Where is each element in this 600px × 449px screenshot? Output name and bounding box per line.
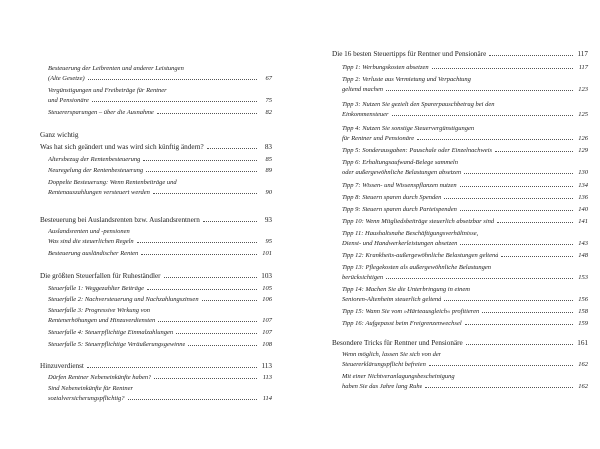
toc-page-number: 90 bbox=[265, 189, 272, 196]
toc-entry-text: Tipp 12: Krankheits-außergewöhnliche Belastungen geltend bbox=[342, 252, 499, 259]
toc-page-number: 117 bbox=[577, 50, 588, 58]
toc-entry-text: Doppelte Besteuerung: Wenn Rentenbeiträge und bbox=[48, 179, 177, 186]
toc-entry bbox=[40, 361, 272, 371]
toc-page-number: 101 bbox=[262, 250, 272, 257]
toc-entry-text: Neuregelung der Rentenbesteuerung bbox=[48, 167, 144, 174]
toc-entry-text: für Rentner und Pensionäre bbox=[342, 135, 415, 142]
toc-leader-dots bbox=[153, 193, 257, 194]
toc-entry-text: Tipp 13: Pflegekosten als außergewöhnliche Belastungen bbox=[342, 264, 492, 271]
toc-entry bbox=[48, 166, 272, 176]
toc-page-right bbox=[300, 0, 600, 449]
toc-entry bbox=[48, 64, 272, 84]
toc-entry bbox=[342, 181, 588, 191]
toc-entry bbox=[342, 285, 588, 305]
toc-leader-dots bbox=[157, 113, 257, 114]
toc-entry bbox=[48, 249, 272, 259]
toc-leader-dots bbox=[386, 90, 573, 91]
toc-entry bbox=[342, 372, 588, 392]
toc-entry bbox=[342, 100, 588, 120]
toc-leader-dots bbox=[465, 324, 573, 325]
toc-leader-dots bbox=[92, 101, 257, 102]
toc-entry-text: Was hat sich geändert und was wird sich künftig ändern? bbox=[40, 143, 204, 151]
toc-page-number: 126 bbox=[578, 135, 588, 142]
toc-page-number: 156 bbox=[578, 296, 588, 303]
toc-entry bbox=[342, 251, 588, 261]
toc-page-number: 141 bbox=[578, 218, 588, 225]
toc-entry bbox=[48, 284, 272, 294]
toc-entry-text: Sind Nebeneinkünfte für Rentner bbox=[48, 385, 134, 392]
toc-page-number: 143 bbox=[578, 240, 588, 247]
toc-page-number: 113 bbox=[261, 362, 272, 370]
toc-entry-text: berücksichtigen bbox=[342, 274, 384, 281]
toc-entry-text: Rentenerhöhungen und Hinzuverdiensten bbox=[48, 317, 156, 324]
toc-entry-text: Wenn möglich, lassen Sie sich von der bbox=[342, 351, 442, 358]
toc-entry bbox=[48, 227, 272, 247]
toc-page-number: 85 bbox=[265, 156, 272, 163]
toc-entry-text: Tipp 3: Nutzen Sie gezielt den Sparerpauschbetrag bei den bbox=[342, 101, 495, 108]
toc-entry bbox=[342, 124, 588, 144]
toc-entry-text: Tipp 2: Verluste aus Vermietung und Verpachtung bbox=[342, 76, 471, 83]
toc-entry-text: Steuerfalle 2: Nachversteuerung und Nachzahlungszinsen bbox=[48, 296, 199, 303]
toc-page-number: 159 bbox=[578, 320, 588, 327]
toc-entry bbox=[48, 178, 272, 198]
toc-entry-text: Die größten Steuerfallen für Ruheständler bbox=[40, 272, 161, 280]
toc-entry-text: Rentenauszahlungen versteuert werden bbox=[48, 189, 150, 196]
toc-entry-text: Steuerersparungen – über die Ausnahme bbox=[48, 109, 154, 116]
toc-leader-dots bbox=[128, 399, 257, 400]
toc-entry-text: Besteuerung ausländischer Renten bbox=[48, 250, 139, 257]
toc-page-number: 140 bbox=[578, 206, 588, 213]
toc-page-number: 125 bbox=[578, 111, 588, 118]
toc-entry-text: Hinzuverdienst bbox=[40, 362, 84, 370]
toc-leader-dots bbox=[188, 345, 257, 346]
toc-entry-text: Senioren-Altenheim steuerlich geltend bbox=[342, 296, 442, 303]
toc-entry bbox=[332, 49, 588, 59]
toc-entry bbox=[48, 384, 272, 404]
toc-entry-text: Tipp 7: Wissen- und Wissenspflanzen nutzen bbox=[342, 182, 457, 189]
toc-page-number: 123 bbox=[578, 86, 588, 93]
toc-leader-dots bbox=[87, 367, 257, 368]
toc-page-number: 67 bbox=[265, 75, 272, 82]
toc-entry-text: Ganz wichtig bbox=[40, 131, 79, 139]
toc-leader-dots bbox=[425, 387, 573, 388]
toc-entry-text: Tipp 15: Wann Sie vom »Härteausgleich« profitieren bbox=[342, 308, 480, 315]
toc-entry-text: Tipp 8: Steuern sparen durch Spenden bbox=[342, 194, 442, 201]
toc-leader-dots bbox=[417, 139, 573, 140]
toc-page-number: 153 bbox=[578, 274, 588, 281]
toc-entry bbox=[342, 263, 588, 283]
toc-leader-dots bbox=[158, 321, 257, 322]
toc-page-number: 89 bbox=[265, 167, 272, 174]
toc-entry-text: Steuerfalle 3: Progressive Wirkung von bbox=[48, 307, 151, 314]
toc-leader-dots bbox=[497, 222, 573, 223]
toc-page-number: 130 bbox=[578, 169, 588, 176]
toc-entry-text: Steuerfalle 4: Steuerpflichtige Einmalzahlungen bbox=[48, 329, 174, 336]
toc-leader-dots bbox=[386, 278, 573, 279]
toc-entry-text: oder außergewöhnliche Belastungen absetzen bbox=[342, 169, 462, 176]
toc-entry-text: Was sind die steuerlichen Regeln bbox=[48, 238, 134, 245]
toc-page-number: 105 bbox=[262, 285, 272, 292]
toc-entry bbox=[48, 306, 272, 326]
toc-entry bbox=[342, 307, 588, 317]
toc-leader-dots bbox=[176, 333, 257, 334]
toc-entry bbox=[48, 295, 272, 305]
toc-leader-dots bbox=[203, 221, 257, 222]
toc-leader-dots bbox=[143, 160, 257, 161]
toc-page-number: 82 bbox=[265, 109, 272, 116]
toc-entry bbox=[40, 215, 272, 225]
toc-leader-dots bbox=[495, 151, 573, 152]
toc-page-number: 83 bbox=[264, 143, 272, 151]
toc-entry-text: Tipp 1: Werbungskosten absetzen bbox=[342, 64, 429, 71]
toc-leader-dots bbox=[88, 79, 257, 80]
toc-entry-text: Dürfen Rentner Nebeneinkünfte haben? bbox=[48, 374, 152, 381]
toc-page-number: 107 bbox=[262, 329, 272, 336]
toc-entry-text: Die 16 besten Steuertipps für Rentner und Pensionäre bbox=[332, 50, 487, 58]
toc-page-number: 117 bbox=[578, 64, 588, 71]
toc-entry bbox=[342, 75, 588, 95]
toc-leader-dots bbox=[460, 210, 573, 211]
toc-entry-text: Steuerfalle 5: Steuerpflichtige Veräußerungsgewinne bbox=[48, 341, 186, 348]
toc-leader-dots bbox=[141, 254, 257, 255]
toc-entry-text: Einkommensteuer bbox=[342, 111, 389, 118]
toc-entry bbox=[48, 108, 272, 118]
toc-entry bbox=[332, 338, 588, 348]
toc-entry-text: Tipp 6: Erhaltungsaufwand-Belege sammeln bbox=[342, 159, 458, 166]
toc-entry bbox=[40, 142, 272, 152]
toc-entry-text: Tipp 14: Machen Sie die Unterbringung in einem bbox=[342, 286, 470, 293]
toc-entry bbox=[342, 146, 588, 156]
toc-page-number: 93 bbox=[264, 216, 272, 224]
toc-entry bbox=[48, 328, 272, 338]
toc-page-number: 162 bbox=[578, 383, 588, 390]
toc-leader-dots bbox=[429, 365, 573, 366]
toc-page-number: 158 bbox=[578, 308, 588, 315]
toc-leader-dots bbox=[147, 289, 257, 290]
toc-entry bbox=[342, 350, 588, 370]
toc-entry bbox=[40, 130, 272, 140]
toc-page-number: 162 bbox=[578, 361, 588, 368]
toc-leader-dots bbox=[444, 198, 573, 199]
toc-leader-dots bbox=[466, 344, 573, 345]
toc-leader-dots bbox=[146, 171, 257, 172]
toc-entry-text: Tipp 4: Nutzen Sie sonstige Steuervergünstigungen bbox=[342, 125, 475, 132]
toc-leader-dots bbox=[137, 242, 257, 243]
toc-entry bbox=[48, 155, 272, 165]
toc-entry-text: haben Sie das Jahre lang Ruhe bbox=[342, 383, 423, 390]
toc-entry bbox=[40, 271, 272, 281]
toc-leader-dots bbox=[460, 186, 573, 187]
toc-entry bbox=[342, 63, 588, 73]
toc-entry-text: geltend machen bbox=[342, 86, 383, 93]
toc-entry-text: Altersbezug der Rentenbesteuerung bbox=[48, 156, 141, 163]
toc-page-number: 75 bbox=[265, 97, 272, 104]
toc-entry-text: Tipp 10: Wenn Mitgliedsbeiträge steuerlich absetzbar sind bbox=[342, 218, 495, 225]
toc-page-number: 106 bbox=[262, 296, 272, 303]
toc-page-number: 114 bbox=[262, 395, 272, 402]
toc-entry bbox=[48, 373, 272, 383]
toc-page-number: 161 bbox=[577, 339, 588, 347]
toc-leader-dots bbox=[501, 256, 573, 257]
toc-entry-text: sozialversicherungspflichtig? bbox=[48, 395, 125, 402]
toc-page-number: 107 bbox=[262, 317, 272, 324]
toc-entry-text: Besteuerung bei Auslandsrenten bzw. Auslandsrentnern bbox=[40, 216, 200, 224]
toc-entry-text: Tipp 11: Haushaltsnahe Beschäftigungsverhältnisse, bbox=[342, 230, 479, 237]
toc-entry bbox=[48, 340, 272, 350]
toc-leader-dots bbox=[489, 55, 573, 56]
toc-entry-text: Besondere Tricks für Rentner und Pensionäre bbox=[332, 339, 463, 347]
toc-leader-dots bbox=[460, 244, 573, 245]
toc-entry-text: Besteuerung der Leibrenten und anderer Leistungen bbox=[48, 65, 184, 72]
toc-page-number: 129 bbox=[578, 147, 588, 154]
toc-page-number: 95 bbox=[265, 238, 272, 245]
toc-leader-dots bbox=[164, 277, 257, 278]
toc-entry-text: Tipp 9: Steuern sparen durch Parteispenden bbox=[342, 206, 457, 213]
toc-entry bbox=[342, 193, 588, 203]
toc-entry-text: (Alte Gesetze) bbox=[48, 75, 85, 82]
toc-page-number: 103 bbox=[261, 272, 272, 280]
toc-entry-text: Mit einer Nichtveranlagungsbescheinigung bbox=[342, 373, 455, 380]
toc-page-number: 148 bbox=[578, 252, 588, 259]
toc-entry-text: Dienst- und Handwerkerleistungen absetzen bbox=[342, 240, 458, 247]
toc-leader-dots bbox=[464, 173, 573, 174]
toc-entry-text: Steuerfalle 1: Weggezahlter Beiträge bbox=[48, 285, 144, 292]
toc-leader-dots bbox=[444, 300, 573, 301]
toc-entry-text: Tipp 16: Aufgepasst beim Freigrenzenwechsel bbox=[342, 320, 462, 327]
toc-page-number: 108 bbox=[262, 341, 272, 348]
toc-leader-dots bbox=[202, 300, 257, 301]
toc-entry bbox=[342, 205, 588, 215]
toc-page-number: 136 bbox=[578, 194, 588, 201]
toc-leader-dots bbox=[482, 312, 573, 313]
toc-entry bbox=[342, 229, 588, 249]
toc-entry bbox=[342, 158, 588, 178]
toc-entry-text: Tipp 5: Sonderausgaben: Pauschale oder Einzelnachweis bbox=[342, 147, 493, 154]
toc-entry bbox=[342, 217, 588, 227]
toc-entry-text: Steuererklärungspflicht befreien bbox=[342, 361, 426, 368]
toc-page-number: 134 bbox=[578, 182, 588, 189]
toc-page-number: 113 bbox=[262, 374, 272, 381]
toc-leader-dots bbox=[207, 148, 257, 149]
toc-entry bbox=[342, 319, 588, 329]
toc-leader-dots bbox=[432, 68, 573, 69]
toc-entry-text: Auslandsrenten und -pensionen bbox=[48, 228, 130, 235]
toc-entry-text: und Pensionäre bbox=[48, 97, 89, 104]
toc-entry-text: Vergünstigungen und Freibeträge für Rentner bbox=[48, 87, 167, 94]
toc-entry bbox=[48, 86, 272, 106]
toc-leader-dots bbox=[392, 115, 573, 116]
toc-leader-dots bbox=[154, 378, 257, 379]
